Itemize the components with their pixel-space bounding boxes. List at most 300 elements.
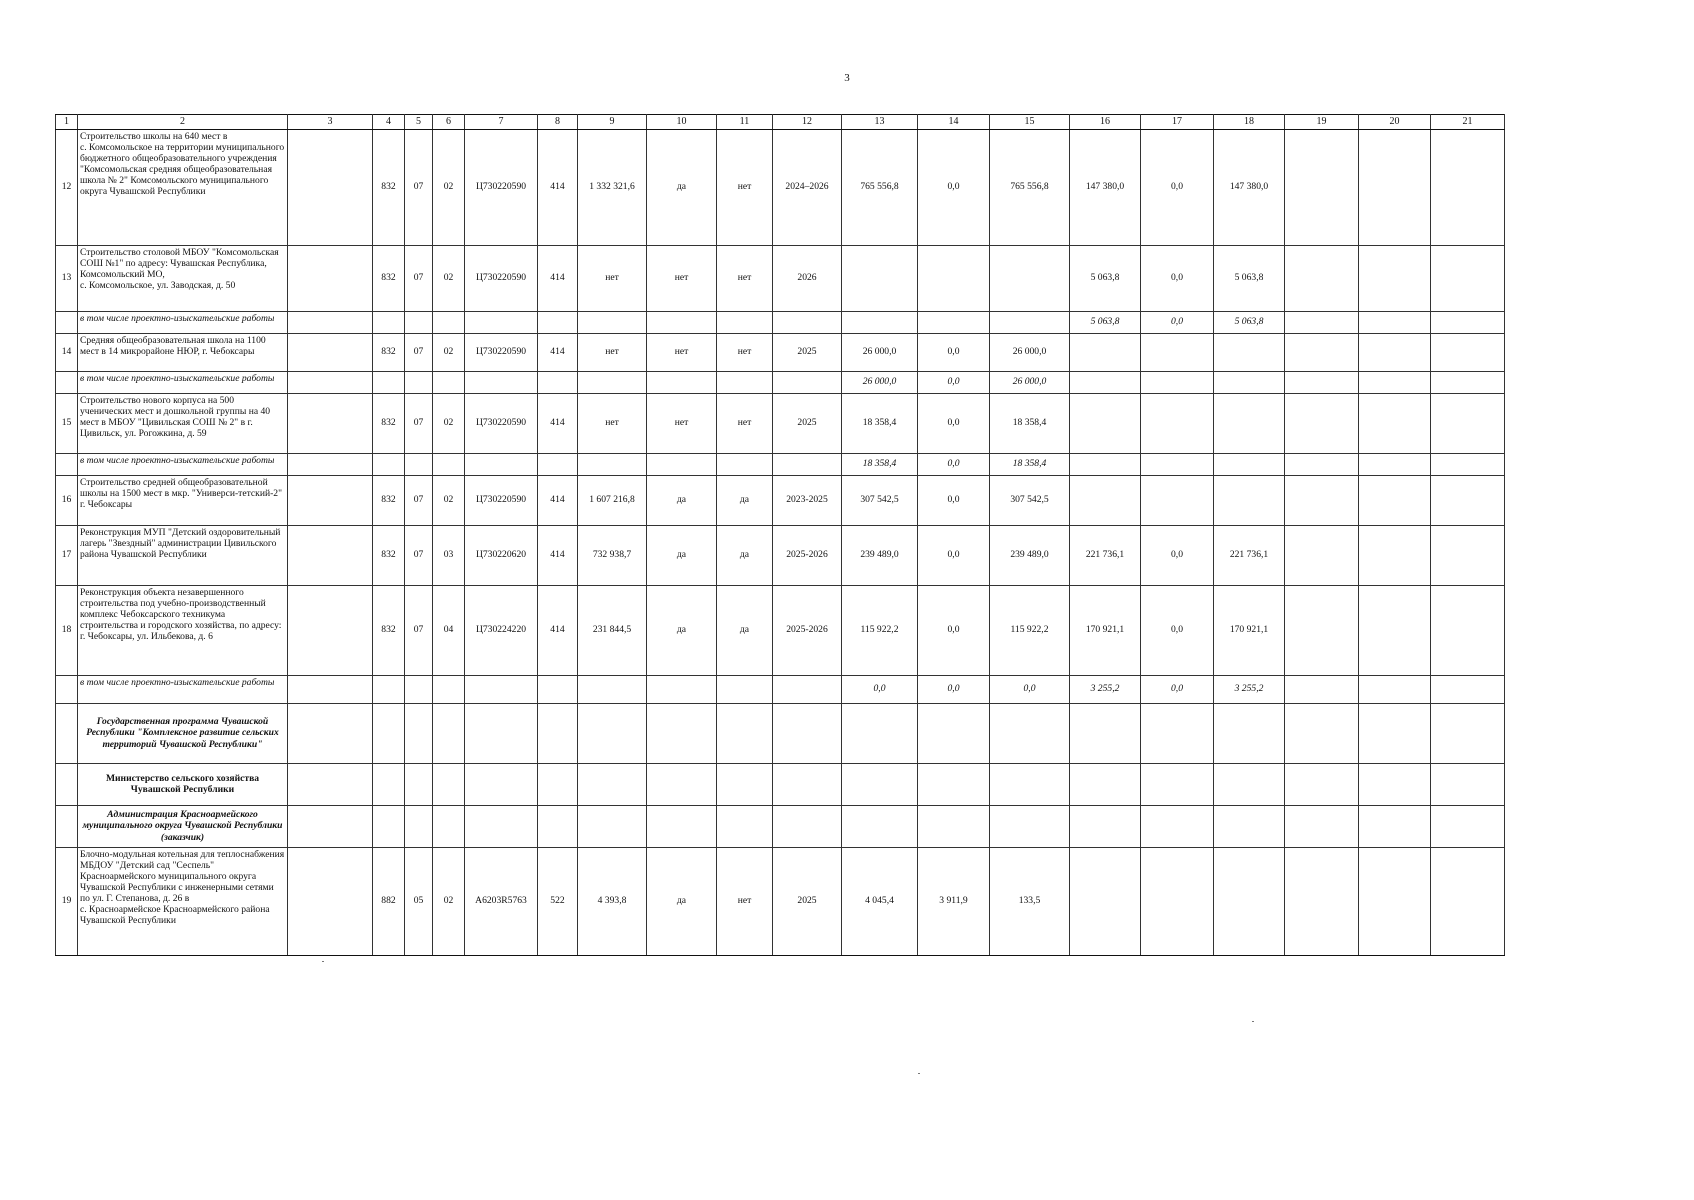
col-16-cell (1070, 475, 1141, 525)
object-name-cell: Средняя общеобразовательная школа на 1100 мест в 14 микрорайоне НЮР, г. Чебоксары (78, 333, 288, 371)
col-16-cell (1070, 763, 1141, 805)
header-cell: 15 (990, 115, 1070, 130)
col-10-cell: да (647, 847, 717, 955)
col-18-cell (1214, 333, 1285, 371)
col-12-cell: 2023-2025 (773, 475, 842, 525)
col-14-cell: 0,0 (918, 475, 990, 525)
col-10-cell (647, 805, 717, 847)
col-8-cell (538, 805, 578, 847)
col-6-cell: 04 (433, 585, 465, 675)
col-6-cell (433, 371, 465, 393)
col-13-cell (842, 805, 918, 847)
col-19-cell (1285, 311, 1359, 333)
object-row (56, 585, 1505, 675)
header-cell: 19 (1285, 115, 1359, 130)
col-13-cell: 0,0 (842, 675, 918, 703)
col-18-cell (1214, 703, 1285, 763)
col-16-cell: 170 921,1 (1070, 585, 1141, 675)
col-6-cell: 02 (433, 475, 465, 525)
col-10-cell (647, 675, 717, 703)
design-works-row (56, 675, 1505, 703)
col-4-cell (373, 763, 405, 805)
col-8-cell: 414 (538, 129, 578, 245)
col-13-cell (842, 245, 918, 311)
col-17-cell: 0,0 (1141, 311, 1214, 333)
col-11-cell (717, 311, 773, 333)
col-13-cell: 239 489,0 (842, 525, 918, 585)
col-4-cell: 832 (373, 333, 405, 371)
col-20-cell (1359, 585, 1431, 675)
scan-speck (918, 1073, 920, 1074)
col-15-cell: 26 000,0 (990, 371, 1070, 393)
col-16-cell (1070, 453, 1141, 475)
col-10-cell (647, 311, 717, 333)
col-19-cell (1285, 453, 1359, 475)
col-19-cell (1285, 371, 1359, 393)
col-9-cell (578, 703, 647, 763)
col-10-cell (647, 703, 717, 763)
col-3-cell (288, 475, 373, 525)
col-16-cell: 221 736,1 (1070, 525, 1141, 585)
section-row (56, 805, 1505, 847)
header-cell: 13 (842, 115, 918, 130)
col-15-cell: 18 358,4 (990, 393, 1070, 453)
col-20-cell (1359, 847, 1431, 955)
col-5-cell: 07 (405, 475, 433, 525)
col-4-cell: 832 (373, 475, 405, 525)
col-13-cell: 765 556,8 (842, 129, 918, 245)
object-name-cell: Строительство средней общеобразовательной школы на 1500 мест в мкр. "Универси-тетский-2" г. Чебоксары (78, 475, 288, 525)
col-5-cell (405, 371, 433, 393)
col-18-cell: 147 380,0 (1214, 129, 1285, 245)
col-12-cell: 2025-2026 (773, 585, 842, 675)
header-cell: 16 (1070, 115, 1141, 130)
col-5-cell (405, 311, 433, 333)
col-21-cell (1431, 311, 1505, 333)
col-7-cell: Ц730220590 (465, 129, 538, 245)
col-6-cell (433, 453, 465, 475)
col-13-cell (842, 703, 918, 763)
col-6-cell (433, 763, 465, 805)
col-18-cell (1214, 393, 1285, 453)
col-17-cell (1141, 393, 1214, 453)
col-3-cell (288, 245, 373, 311)
row-number-cell: 14 (56, 333, 78, 371)
col-4-cell (373, 675, 405, 703)
col-5-cell: 07 (405, 585, 433, 675)
col-3-cell (288, 703, 373, 763)
col-6-cell (433, 805, 465, 847)
col-5-cell (405, 805, 433, 847)
col-16-cell (1070, 703, 1141, 763)
col-14-cell: 0,0 (918, 675, 990, 703)
col-15-cell (990, 703, 1070, 763)
col-11-cell: нет (717, 129, 773, 245)
col-11-cell (717, 703, 773, 763)
row-number-cell: 19 (56, 847, 78, 955)
col-17-cell (1141, 763, 1214, 805)
col-13-cell: 18 358,4 (842, 453, 918, 475)
col-17-cell (1141, 475, 1214, 525)
col-10-cell: да (647, 475, 717, 525)
col-16-cell (1070, 847, 1141, 955)
investment-objects-table (55, 114, 1505, 956)
col-4-cell (373, 311, 405, 333)
col-16-cell (1070, 805, 1141, 847)
col-11-cell: нет (717, 245, 773, 311)
col-19-cell (1285, 245, 1359, 311)
header-cell: 7 (465, 115, 538, 130)
col-11-cell: да (717, 475, 773, 525)
col-21-cell (1431, 245, 1505, 311)
col-19-cell (1285, 333, 1359, 371)
col-16-cell: 147 380,0 (1070, 129, 1141, 245)
col-14-cell: 0,0 (918, 525, 990, 585)
col-20-cell (1359, 393, 1431, 453)
header-cell: 17 (1141, 115, 1214, 130)
row-number-cell (56, 763, 78, 805)
col-8-cell: 414 (538, 585, 578, 675)
col-6-cell: 03 (433, 525, 465, 585)
object-name-cell: Строительство столовой МБОУ "Комсомольская СОШ №1" по адресу: Чувашская Республика, Комсомольский МО, с. Комсомольское, ул. Заводская, д. 50 (78, 245, 288, 311)
col-21-cell (1431, 675, 1505, 703)
col-21-cell (1431, 453, 1505, 475)
col-13-cell: 115 922,2 (842, 585, 918, 675)
col-8-cell: 414 (538, 525, 578, 585)
header-cell: 5 (405, 115, 433, 130)
col-7-cell (465, 371, 538, 393)
col-21-cell (1431, 703, 1505, 763)
col-6-cell: 02 (433, 393, 465, 453)
col-13-cell: 26 000,0 (842, 333, 918, 371)
col-11-cell: нет (717, 847, 773, 955)
col-12-cell: 2025 (773, 393, 842, 453)
col-9-cell: 1 332 321,6 (578, 129, 647, 245)
col-3-cell (288, 371, 373, 393)
col-19-cell (1285, 585, 1359, 675)
row-number-cell (56, 311, 78, 333)
col-20-cell (1359, 525, 1431, 585)
col-17-cell (1141, 453, 1214, 475)
col-5-cell (405, 675, 433, 703)
col-9-cell: 1 607 216,8 (578, 475, 647, 525)
page-number: 3 (844, 72, 850, 84)
col-20-cell (1359, 311, 1431, 333)
col-12-cell (773, 675, 842, 703)
col-10-cell: нет (647, 245, 717, 311)
col-14-cell (918, 245, 990, 311)
col-10-cell: да (647, 585, 717, 675)
col-6-cell (433, 703, 465, 763)
col-3-cell (288, 805, 373, 847)
col-17-cell: 0,0 (1141, 675, 1214, 703)
object-name-cell: Строительство нового корпуса на 500 ученических мест и дошкольной группы на 40 мест в МБОУ "Цивильская СОШ № 2" в г. Цивильск, ул. Рогожкина, д. 59 (78, 393, 288, 453)
col-10-cell: нет (647, 333, 717, 371)
col-4-cell: 832 (373, 245, 405, 311)
col-12-cell: 2025 (773, 333, 842, 371)
col-19-cell (1285, 847, 1359, 955)
col-17-cell: 0,0 (1141, 525, 1214, 585)
header-cell: 1 (56, 115, 78, 130)
col-18-cell: 3 255,2 (1214, 675, 1285, 703)
col-4-cell: 832 (373, 585, 405, 675)
col-13-cell: 4 045,4 (842, 847, 918, 955)
col-8-cell (538, 675, 578, 703)
design-works-row (56, 453, 1505, 475)
col-3-cell (288, 333, 373, 371)
col-14-cell: 3 911,9 (918, 847, 990, 955)
col-18-cell (1214, 475, 1285, 525)
col-15-cell: 26 000,0 (990, 333, 1070, 371)
col-3-cell (288, 453, 373, 475)
row-number-cell (56, 371, 78, 393)
col-11-cell (717, 371, 773, 393)
col-14-cell (918, 763, 990, 805)
col-21-cell (1431, 763, 1505, 805)
col-9-cell: 4 393,8 (578, 847, 647, 955)
header-cell: 9 (578, 115, 647, 130)
col-16-cell (1070, 393, 1141, 453)
row-number-cell: 12 (56, 129, 78, 245)
col-7-cell: Ц730220590 (465, 475, 538, 525)
col-12-cell: 2025 (773, 847, 842, 955)
col-12-cell (773, 703, 842, 763)
col-15-cell: 239 489,0 (990, 525, 1070, 585)
col-17-cell (1141, 805, 1214, 847)
col-20-cell (1359, 805, 1431, 847)
col-8-cell (538, 371, 578, 393)
col-19-cell (1285, 763, 1359, 805)
col-3-cell (288, 763, 373, 805)
row-number-cell (56, 805, 78, 847)
row-number-cell: 16 (56, 475, 78, 525)
col-15-cell: 133,5 (990, 847, 1070, 955)
col-6-cell (433, 675, 465, 703)
col-3-cell (288, 129, 373, 245)
col-3-cell (288, 675, 373, 703)
col-3-cell (288, 311, 373, 333)
row-number-cell (56, 675, 78, 703)
col-11-cell: нет (717, 393, 773, 453)
object-name-cell: в том числе проектно-изыскательские работы (78, 675, 288, 703)
col-9-cell: 231 844,5 (578, 585, 647, 675)
col-7-cell (465, 453, 538, 475)
col-8-cell (538, 311, 578, 333)
col-5-cell (405, 453, 433, 475)
col-6-cell: 02 (433, 129, 465, 245)
col-3-cell (288, 525, 373, 585)
col-16-cell: 3 255,2 (1070, 675, 1141, 703)
col-7-cell: Ц730220590 (465, 393, 538, 453)
object-name-cell: в том числе проектно-изыскательские работы (78, 453, 288, 475)
col-12-cell (773, 805, 842, 847)
header-cell: 18 (1214, 115, 1285, 130)
col-12-cell (773, 763, 842, 805)
col-9-cell (578, 805, 647, 847)
object-name-cell: в том числе проектно-изыскательские работы (78, 311, 288, 333)
object-row (56, 245, 1505, 311)
col-14-cell: 0,0 (918, 453, 990, 475)
design-works-row (56, 311, 1505, 333)
col-8-cell: 414 (538, 393, 578, 453)
col-21-cell (1431, 847, 1505, 955)
col-9-cell (578, 371, 647, 393)
col-9-cell: нет (578, 245, 647, 311)
object-name-cell: в том числе проектно-изыскательские работы (78, 371, 288, 393)
col-4-cell (373, 703, 405, 763)
col-8-cell: 414 (538, 475, 578, 525)
col-16-cell (1070, 371, 1141, 393)
col-7-cell (465, 675, 538, 703)
col-11-cell: да (717, 585, 773, 675)
col-9-cell (578, 675, 647, 703)
col-8-cell (538, 703, 578, 763)
object-row (56, 393, 1505, 453)
col-9-cell (578, 453, 647, 475)
object-row (56, 333, 1505, 371)
header-cell: 12 (773, 115, 842, 130)
col-7-cell: Ц730224220 (465, 585, 538, 675)
col-21-cell (1431, 475, 1505, 525)
col-7-cell: Ц730220620 (465, 525, 538, 585)
col-19-cell (1285, 475, 1359, 525)
col-15-cell (990, 245, 1070, 311)
col-5-cell: 05 (405, 847, 433, 955)
col-10-cell (647, 453, 717, 475)
col-20-cell (1359, 763, 1431, 805)
header-cell: 4 (373, 115, 405, 130)
col-6-cell (433, 311, 465, 333)
col-14-cell (918, 311, 990, 333)
col-5-cell (405, 703, 433, 763)
object-row (56, 525, 1505, 585)
col-13-cell: 307 542,5 (842, 475, 918, 525)
col-20-cell (1359, 703, 1431, 763)
col-21-cell (1431, 129, 1505, 245)
header-cell: 3 (288, 115, 373, 130)
object-name-cell: Реконструкция объекта незавершенного строительства под учебно-производственный комплекс Чебоксарского техникума строительства и городского хозяйства, по адресу: г. Чебоксары, ул. Ильбекова, д. 6 (78, 585, 288, 675)
header-cell: 8 (538, 115, 578, 130)
col-6-cell: 02 (433, 245, 465, 311)
col-8-cell (538, 763, 578, 805)
col-13-cell: 18 358,4 (842, 393, 918, 453)
col-5-cell: 07 (405, 129, 433, 245)
col-7-cell (465, 805, 538, 847)
col-3-cell (288, 847, 373, 955)
col-11-cell (717, 763, 773, 805)
col-18-cell: 170 921,1 (1214, 585, 1285, 675)
col-14-cell: 0,0 (918, 585, 990, 675)
col-19-cell (1285, 805, 1359, 847)
col-12-cell: 2024–2026 (773, 129, 842, 245)
col-17-cell (1141, 703, 1214, 763)
col-15-cell: 115 922,2 (990, 585, 1070, 675)
col-12-cell: 2026 (773, 245, 842, 311)
col-18-cell (1214, 805, 1285, 847)
col-4-cell (373, 371, 405, 393)
col-15-cell (990, 805, 1070, 847)
row-number-cell: 13 (56, 245, 78, 311)
col-14-cell: 0,0 (918, 333, 990, 371)
col-19-cell (1285, 675, 1359, 703)
col-17-cell (1141, 847, 1214, 955)
col-4-cell (373, 805, 405, 847)
col-19-cell (1285, 129, 1359, 245)
col-19-cell (1285, 703, 1359, 763)
col-15-cell (990, 763, 1070, 805)
object-name-cell: Реконструкция МУП "Детский оздоровительный лагерь "Звездный" администрации Цивильского района Чувашской Республики (78, 525, 288, 585)
col-14-cell: 0,0 (918, 393, 990, 453)
col-10-cell: нет (647, 393, 717, 453)
section-row (56, 763, 1505, 805)
col-20-cell (1359, 475, 1431, 525)
col-18-cell (1214, 763, 1285, 805)
col-21-cell (1431, 585, 1505, 675)
col-20-cell (1359, 675, 1431, 703)
col-18-cell: 5 063,8 (1214, 311, 1285, 333)
col-6-cell: 02 (433, 333, 465, 371)
col-6-cell: 02 (433, 847, 465, 955)
col-16-cell (1070, 333, 1141, 371)
col-12-cell (773, 453, 842, 475)
header-row (56, 115, 1505, 130)
col-12-cell (773, 311, 842, 333)
col-15-cell: 0,0 (990, 675, 1070, 703)
col-4-cell: 832 (373, 525, 405, 585)
col-20-cell (1359, 453, 1431, 475)
col-7-cell (465, 763, 538, 805)
header-cell: 14 (918, 115, 990, 130)
scan-speck (322, 961, 324, 962)
col-21-cell (1431, 805, 1505, 847)
col-21-cell (1431, 333, 1505, 371)
col-20-cell (1359, 245, 1431, 311)
scan-speck (1252, 1021, 1254, 1022)
object-name-cell: Блочно-модульная котельная для теплоснабжения МБДОУ "Детский сад "Сеспель" Красноармейского муниципального округа Чувашской Республики с инженерными сетями по ул. Г. Степанова, д. 26 в с. Красноармейское Красноармейского района Чувашской Республики (78, 847, 288, 955)
col-14-cell: 0,0 (918, 129, 990, 245)
header-cell: 6 (433, 115, 465, 130)
col-12-cell (773, 371, 842, 393)
col-13-cell (842, 311, 918, 333)
header-cell: 10 (647, 115, 717, 130)
col-11-cell (717, 805, 773, 847)
col-7-cell: Ц730220590 (465, 333, 538, 371)
col-11-cell: нет (717, 333, 773, 371)
col-17-cell: 0,0 (1141, 245, 1214, 311)
col-21-cell (1431, 393, 1505, 453)
col-20-cell (1359, 371, 1431, 393)
col-16-cell: 5 063,8 (1070, 245, 1141, 311)
col-7-cell: А6203R5763 (465, 847, 538, 955)
col-17-cell (1141, 371, 1214, 393)
col-19-cell (1285, 393, 1359, 453)
col-10-cell (647, 371, 717, 393)
col-19-cell (1285, 525, 1359, 585)
col-18-cell (1214, 453, 1285, 475)
col-9-cell (578, 763, 647, 805)
col-8-cell (538, 453, 578, 475)
object-name-cell: Администрация Красноармейского муниципального округа Чувашской Республики (заказчик) (78, 805, 288, 847)
col-13-cell: 26 000,0 (842, 371, 918, 393)
row-number-cell (56, 703, 78, 763)
header-cell: 2 (78, 115, 288, 130)
section-row (56, 703, 1505, 763)
row-number-cell: 17 (56, 525, 78, 585)
col-13-cell (842, 763, 918, 805)
col-5-cell: 07 (405, 245, 433, 311)
col-7-cell (465, 703, 538, 763)
col-18-cell (1214, 371, 1285, 393)
